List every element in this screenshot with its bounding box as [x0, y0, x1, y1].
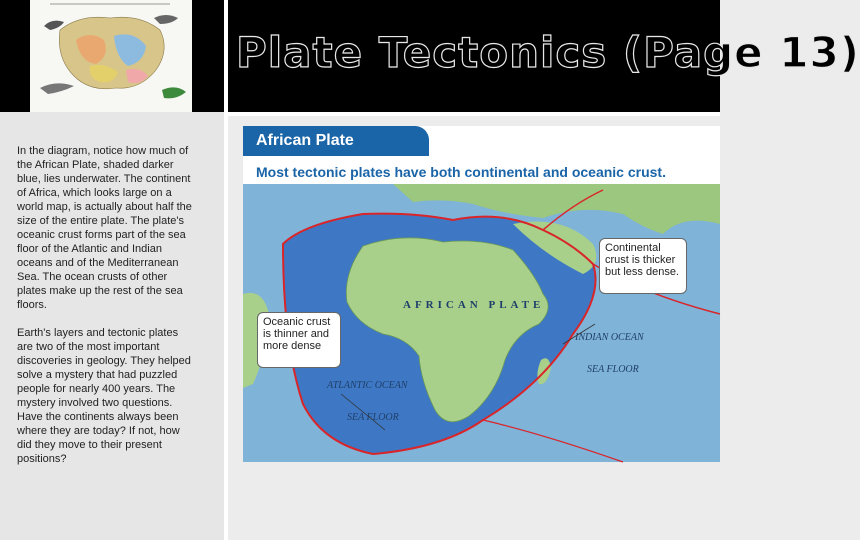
pangaea-map-graphic	[30, 0, 192, 112]
plate-label: AFRICAN PLATE	[403, 299, 545, 311]
sea-floor-label-west: SEA FLOOR	[347, 412, 399, 423]
ocean-label-indian: INDIAN OCEAN	[575, 332, 644, 343]
ocean-label-atlantic: ATLANTIC OCEAN	[327, 380, 408, 391]
sea-floor-label-east: SEA FLOOR	[587, 364, 639, 375]
pangaea-illustration	[30, 0, 192, 112]
horizontal-divider	[228, 112, 720, 116]
figure-subtitle: Most tectonic plates have both continental and oceanic crust.	[256, 164, 666, 180]
paragraph-1: In the diagram, notice how much of the African Plate, shaded darker blue, lies underwater. The continent of Africa, which looks large on a world map, is actually about half the size of the entire plate. The plate's oceanic crust forms part of the sea floor of the Atlantic and Indian oceans and of the Mediterranean Sea. The ocean crusts of other plates make up the rest of the sea floors.	[17, 145, 192, 311]
oceanic-crust-callout: Oceanic crust is thinner and more dense	[257, 312, 341, 368]
figure-header: African Plate	[243, 126, 429, 156]
african-plate-figure	[243, 126, 720, 462]
continental-crust-callout: Continental crust is thicker but less dense.	[599, 238, 687, 294]
vertical-divider	[224, 0, 228, 540]
paragraph-2: Earth's layers and tectonic plates are two of the most important discoveries in geology. They helped solve a mystery that had puzzled people for nearly 400 years. The mystery involved two questions. Have the continents always been where they are today? If not, how did they move to their present positions?	[17, 327, 191, 465]
slide-title: Plate Tectonics (Page 13)	[236, 28, 860, 77]
